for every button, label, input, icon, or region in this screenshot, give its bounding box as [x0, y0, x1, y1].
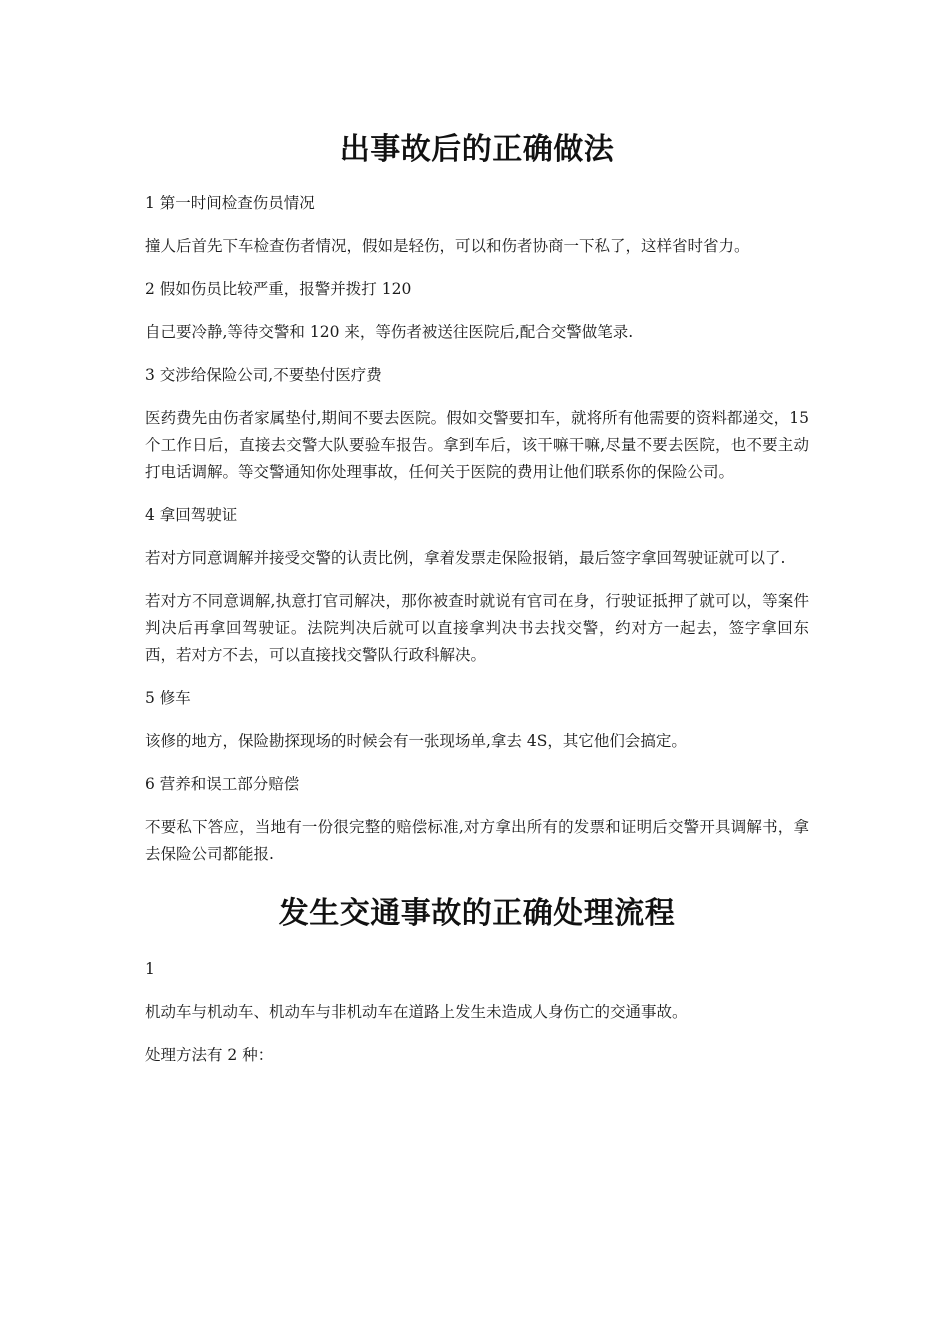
step-1-heading: 1 第一时间检查伤员情况	[145, 194, 315, 212]
step-3-text: 医药费先由伤者家属垫付,期间不要去医院。假如交警要扣车，就将所有他需要的资料都递交，15 个工作日后，直接去交警大队要验车报告。拿到车后，该干嘛干嘛,尽量不要去医院，也不要主动打电话调解。等交警通知你处理事故，任何关于医院的费用让他们联系你的保险公司。	[145, 409, 809, 481]
step-6-heading: 6 营养和误工部分赔偿	[145, 775, 300, 793]
step-1-text: 撞人后首先下车检查伤者情况，假如是轻伤，可以和伤者协商一下私了，这样省时省力。	[145, 237, 750, 255]
step-5-text: 该修的地方，保险勘探现场的时候会有一张现场单,拿去 4S，其它他们会搞定。	[145, 732, 687, 750]
section-2-title: 发生交通事故的正确处理流程	[278, 896, 676, 931]
step-4-text-b: 若对方不同意调解,执意打官司解决，那你被查时就说有官司在身，行驶证抵押了就可以，等案件判决后再拿回驾驶证。法院判决后就可以直接拿判决书去找交警，约对方一起去，签字拿回东西，若对方不去，可以直接找交警队行政科解决。	[145, 592, 809, 664]
step-6-text: 不要私下答应，当地有一份很完整的赔偿标准,对方拿出所有的发票和证明后交警开具调解书，拿去保险公司都能报.	[145, 818, 809, 863]
step-2-heading: 2 假如伤员比较严重，报警并拨打 120	[145, 280, 412, 298]
step-4-heading: 4 拿回驾驶证	[145, 506, 238, 524]
section-1-title: 出事故后的正确做法	[339, 132, 615, 167]
document-body	[145, 130, 809, 1085]
process-1-heading: 1	[145, 960, 155, 978]
step-4-text-a: 若对方同意调解并接受交警的认责比例，拿着发票走保险报销，最后签字拿回驾驶证就可以了.	[145, 549, 786, 567]
step-3-heading: 3 交涉给保险公司,不要垫付医疗费	[145, 366, 382, 384]
process-methods-line: 处理方法有 2 种：	[145, 1046, 274, 1064]
process-1-text: 机动车与机动车、机动车与非机动车在道路上发生未造成人身伤亡的交通事故。	[145, 1003, 688, 1021]
step-2-text: 自己要冷静,等待交警和 120 来，等伤者被送往医院后,配合交警做笔录.	[145, 323, 634, 341]
step-5-heading: 5 修车	[145, 689, 191, 707]
